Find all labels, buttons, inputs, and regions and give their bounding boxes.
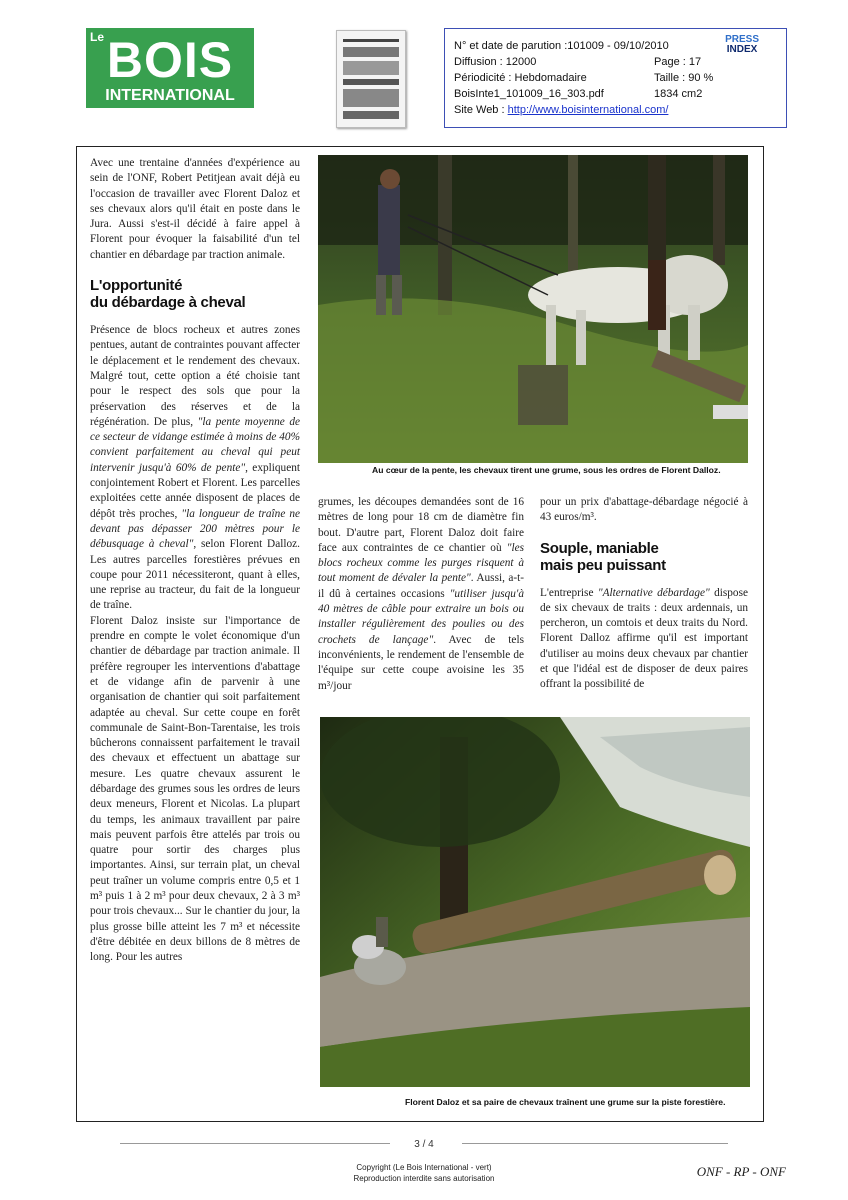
article-column-middle (318, 495, 524, 694)
site-web-label: Site Web : (454, 104, 508, 116)
parution-info: N° et date de parution :101009 - 09/10/2010 (454, 40, 669, 52)
photo-forest-track (320, 717, 750, 1087)
caption-top-photo: Au cœur de la pente, les chevaux tirent une grume, sous les ordres de Florent Dalloz. (372, 465, 721, 475)
press-index-press: PRESS (725, 34, 759, 45)
heading-opportunite (90, 277, 300, 311)
copyright-line: Copyright (Le Bois International - vert) (356, 1163, 492, 1172)
site-web-link[interactable]: http://www.boisinternational.com/ (507, 104, 669, 116)
caption-bottom-photo: Florent Daloz et sa paire de chevaux traînent une grume sur la piste forestière. (405, 1097, 726, 1107)
press-index-logo (725, 35, 759, 55)
intro-paragraph: Avec une trentaine d'années d'expérience au sein de l'ONF, Robert Petitjean avait déjà eu l'occasion de travailler avec Florent Daloz et ses chevaux alors qu'il était en poste dans le Jura. Aussi s'est-il décidé à faire appel à Florent pour évoquer la faisabilité d'un tel chantier en débardage par traction animale. (90, 157, 300, 261)
taille-info: Taille : 90 % (654, 72, 714, 84)
heading-opportunite-line1: L'opportunité (90, 277, 183, 295)
paragraph-prix: pour un prix d'abattage-débardage négocié à 43 euros/m³. (540, 496, 748, 524)
article-column-left (90, 156, 300, 966)
diffusion-info: Diffusion : 12000 (454, 56, 537, 68)
heading-opportunite-line2: du débardage à cheval (90, 294, 246, 312)
page-info: Page : 17 (654, 56, 702, 68)
article-column-right (540, 495, 748, 693)
photo-forest-track-image (320, 717, 750, 1087)
surface-info: 1834 cm2 (654, 88, 703, 100)
paragraph-economique: Florent Daloz insiste sur l'importance de prendre en compte le volet économique d'un chantier de débardage par traction animale. Il préfère regrouper les interventions d'abattage et de vidange afin de parvenir à une organisation de chantier qui soit parfaitement adaptée au cheval. Sur cette coupe en forêt communale de Saint-Bon-Tarentaise, les trois bûcherons connaissent parfaitement le travail des chevaux et effectuent un abattage sur mesure. Les quatre chevaux assurent le débardage des grumes sous les ordres de leurs deux meneurs, Florent et Nicolas. La plupart du temps, les animaux travaillent par paire mais peuvent parfois être attelés par trois ou quatre pour sortir des charges plus importantes. Ainsi, sur terrain plat, un cheval peut traîner un volume compris entre 0,5 et 1 m³ puis 1 à 2 m³ pour deux chevaux, 2 à 3 m³ pour trois chevaux... Sur le chantier du jour, la plus grosse bille atteint les 7 m³ et nécessite d'être débitée en deux billons de 8 mètres de long. Pour les autres (90, 614, 300, 964)
logo-le: Le (90, 30, 105, 44)
logo-bois: BOIS (106, 32, 234, 88)
paragraph-debardage: Présence de blocs rocheux et autres zones pentues, autant de contraintes pouvant affecter le déplacement et le rendement des chevaux. Malgré tout, cette option a été choisie tant pour le respect des sols que pour la préservation des réserves et de la régénération. De plus, "la pente moyenne de ce secteur de vidange estimée à moins de 40% convient parfaitement au cheval qui peut intervenir jusqu'à 60% de pente", expliquent conjointement Robert et Florent. Les parcelles exploitées cette année disposent de places de dépôt très proches, "la longueur de traîne ne devant pas dépasser 200 mètres pour le débusquage à cheval", selon Florent Dalloz. Les autres parcelles forestières prévues en coupe pour 2011 nécessiteront, quant à elles, une reprise au tracteur, du fait de la longueur de traîne. (90, 324, 301, 612)
press-index-index: INDEX (726, 44, 758, 55)
photo-horse-slope (318, 155, 748, 463)
paragraph-grumes: grumes, les découpes demandées sont de 16 mètres de long pour 18 cm de diamètre fin bout. D'autre part, Florent Daloz doit faire face aux contraintes de ce chantier où "les blocs rocheux comme les purges risquent à tout moment de dévaler la pente". Aussi, a-t-il dû à certaines occasions "utiliser jusqu'à 40 mètres de câble pour extraire un bois ou installer régulièrement des poulies ou des crochets de lançage". Avec de tels inconvénients, le rendement de l'ensemble de l'équipe sur cette coupe avoisine les 35 m³/jour (318, 496, 525, 692)
heading-souple-line2: mais peu puissant (540, 556, 666, 574)
source-signature: ONF - RP - ONF (696, 1164, 786, 1179)
paragraph-entreprise: L'entreprise "Alternative débardage" dispose de six chevaux de traits : deux ardennais, un percheron, un comtois et deux traits du Nord. Florent Dalloz affirme qu'il est important d'utiliser au moins deux chevaux par chantier et que l'idéal est de disposer de deux paires offrant la possibilité de (540, 586, 748, 691)
page-thumbnail (336, 30, 406, 128)
publication-logo (86, 28, 254, 108)
photo-horse-slope-image (318, 155, 748, 463)
heading-souple (540, 540, 748, 574)
logo-international: INTERNATIONAL (105, 87, 235, 104)
reproduction-line: Reproduction interdite sans autorisation (353, 1174, 495, 1183)
file-info: BoisInte1_101009_16_303.pdf (454, 88, 604, 100)
page-number: 3 / 4 (414, 1139, 434, 1150)
site-web-row (454, 102, 668, 118)
heading-souple-line1: Souple, maniable (540, 539, 659, 557)
publication-info-box (444, 28, 787, 128)
periodicite-info: Périodicité : Hebdomadaire (454, 72, 587, 84)
